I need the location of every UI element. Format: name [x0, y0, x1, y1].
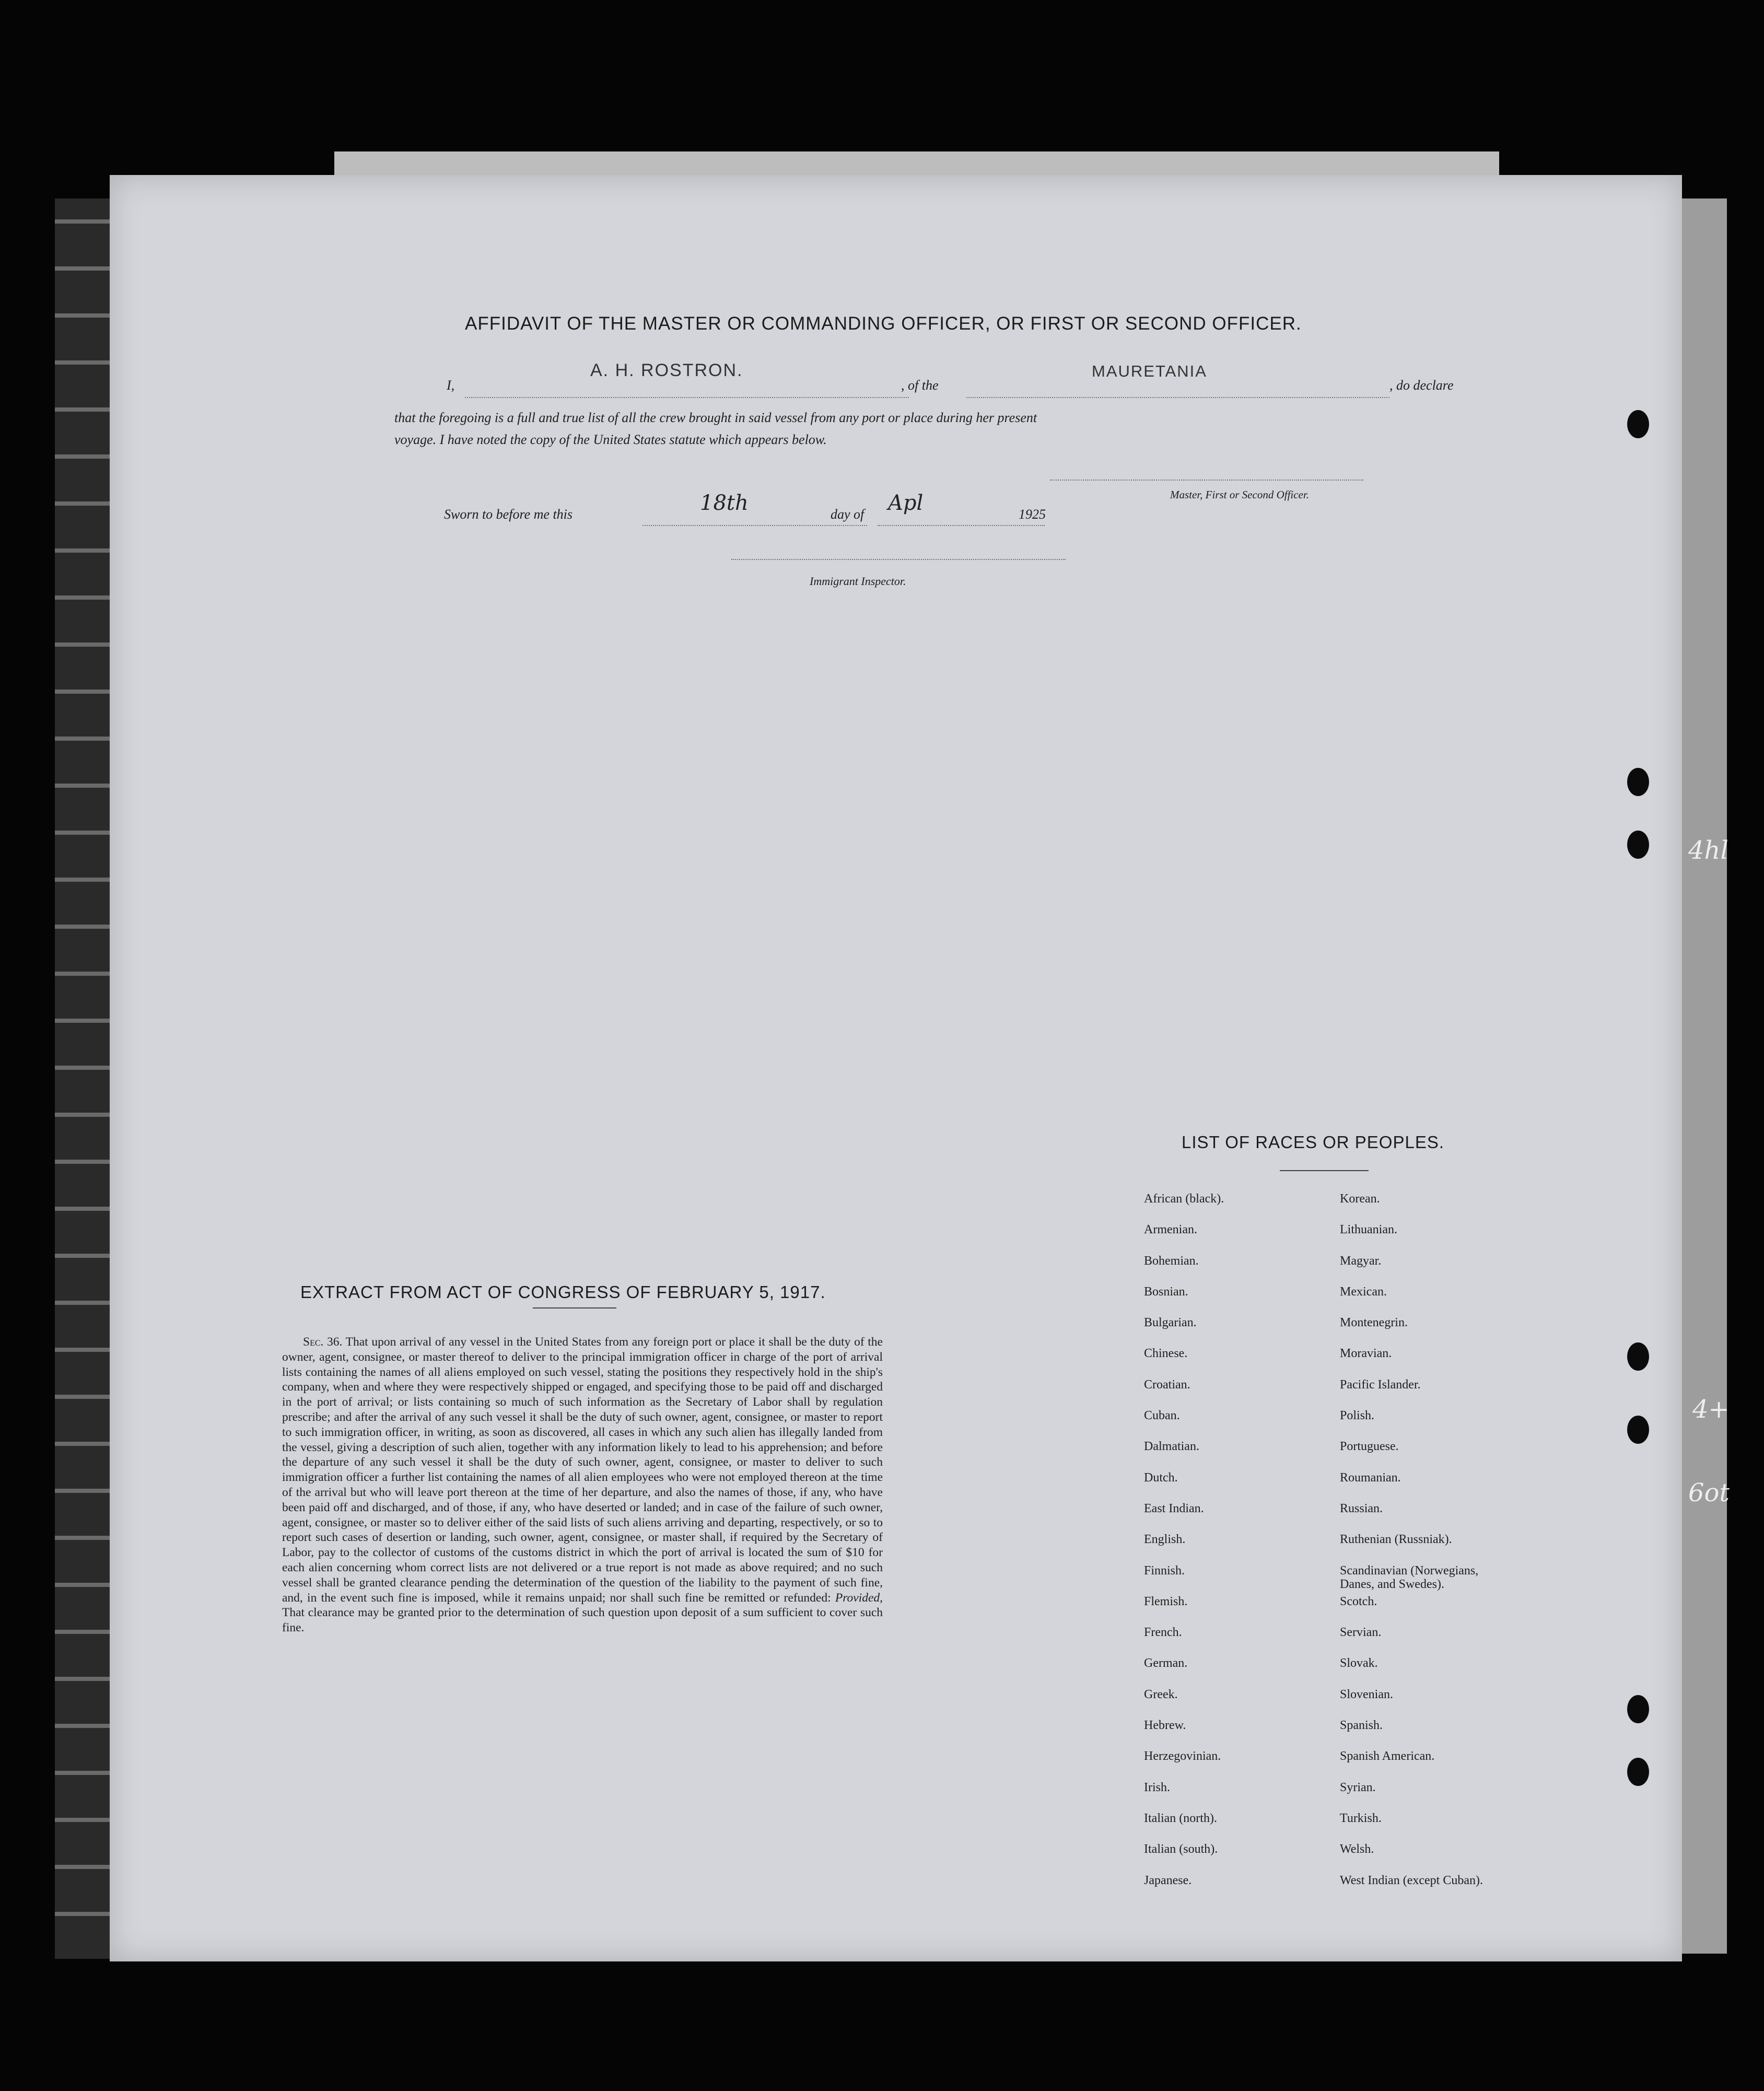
race-item: Servian.	[1340, 1626, 1382, 1640]
race-item: Slovenian.	[1340, 1687, 1393, 1701]
race-item: Magyar.	[1340, 1254, 1382, 1268]
race-item: Moravian.	[1340, 1347, 1392, 1361]
race-item: Herzegovinian.	[1144, 1749, 1221, 1763]
race-item: Bulgarian.	[1144, 1316, 1197, 1330]
race-item: East Indian.	[1144, 1501, 1204, 1515]
race-item: Greek.	[1144, 1687, 1178, 1701]
race-item: Hebrew.	[1144, 1719, 1186, 1733]
race-item: Italian (north).	[1144, 1811, 1217, 1825]
binding-strip	[55, 198, 112, 1959]
master-caption: Master, First or Second Officer.	[1170, 488, 1309, 501]
vessel-name-line	[966, 397, 1389, 398]
race-item: Korean.	[1340, 1192, 1380, 1206]
margin-note: 6ot	[1688, 1478, 1730, 1508]
inspector-signature-line	[731, 559, 1066, 560]
day-of-label: day of	[831, 507, 865, 522]
race-item: Dutch.	[1144, 1470, 1178, 1485]
declaration-line-2: voyage. I have noted the copy of the United States statute which appears below.	[394, 432, 827, 447]
punch-hole	[1627, 1342, 1649, 1371]
races-list-right	[1340, 1192, 1512, 1905]
vessel-name: MAURETANIA	[1092, 362, 1207, 380]
margin-note: 4hl	[1688, 836, 1728, 865]
punch-hole	[1627, 1416, 1649, 1444]
race-item: Mexican.	[1340, 1284, 1387, 1299]
race-item: West Indian (except Cuban).	[1340, 1873, 1483, 1887]
master-signature-line	[1050, 480, 1363, 481]
extract-title: EXTRACT FROM ACT OF CONGRESS OF FEBRUARY 5, 1917.	[300, 1282, 826, 1302]
declaration-line-1: that the foregoing is a full and true list of all the crew brought in said vessel from any port or place during her present	[394, 410, 1037, 425]
do-declare-label: , do declare	[1389, 378, 1454, 393]
punch-hole	[1627, 831, 1649, 859]
race-item: Spanish.	[1340, 1719, 1383, 1733]
affidavit-title: AFFIDAVIT OF THE MASTER OR COMMANDING OFFICER, OR FIRST OR SECOND OFFICER.	[465, 313, 1302, 334]
race-item: Polish.	[1340, 1409, 1375, 1423]
sworn-day-line	[642, 525, 867, 526]
races-title-rule	[1280, 1170, 1369, 1171]
race-item: Scotch.	[1340, 1594, 1377, 1608]
race-item: Irish.	[1144, 1780, 1170, 1794]
race-item: Chinese.	[1144, 1347, 1188, 1361]
margin-note: 4+	[1692, 1395, 1730, 1424]
race-item: Turkish.	[1340, 1811, 1382, 1825]
extract-text-part-1: That upon arrival of any vessel in the United States from any foreign port or place it shall be the duty of the owner, agent, consignee, or master thereof to deliver to the principal immigration officer in charge of the port of arrival lists containing the names of all aliens employed on such vessel, stating the positions they respectively hold in the ship's company, when and where they were respectively shipped or engaged, and specifying those to be paid off and discharged in the port of arrival; or lists containing so much of such information as the Secretary of Labor shall by regulation prescribe; and after the arrival of any such vessel it shall be the duty of such owner, agent, consignee, or master to report to such immigration officer, in writing, as soon as discovered, all cases in which any such alien has illegally landed from the vessel, giving a description of such alien, together with any information likely to lead to his apprehension; and before the departure of any such vessel it shall be the duty of such owner, agent, consignee, or master to deliver to such immigration officer a further list containing the names of all alien employees who were not employed thereon at the time of the arrival but who will leave port thereon at the time of her departure, and also the names of those, if any, who have been paid off and discharged, and of those, if any, who have deserted or landed; and in case of the failure of such owner, agent, consignee, or master so to deliver either of the said lists of such aliens arriving and departing, respectively, or so to report such cases of desertion or landing, such owner, agent, consignee, or master shall, if required by the Secretary of Labor, pay to the collector of customs of the customs district in which the port of arrival is located the sum of $10 for each alien concerning whom correct lists are not delivered or a true report is not made as above required; and no such vessel shall be granted clearance pending the determination of the question of the liability to the payment of such fine, and, in the event such fine is imposed, while it remains unpaid; nor shall such fine be remitted or refunded:	[282, 1335, 883, 1605]
race-item: Italian (south).	[1144, 1842, 1218, 1856]
extract-title-rule	[533, 1307, 616, 1309]
affidavit-i-label: I,	[447, 378, 455, 393]
punch-hole	[1627, 1695, 1649, 1723]
punch-hole	[1627, 410, 1649, 438]
race-item: Spanish American.	[1340, 1749, 1435, 1763]
race-item: African (black).	[1144, 1192, 1224, 1206]
sworn-day: 18th	[700, 491, 749, 515]
punch-hole	[1627, 1758, 1649, 1786]
race-item: Russian.	[1340, 1501, 1383, 1515]
race-item: Cuban.	[1144, 1409, 1180, 1423]
master-name: A. H. ROSTRON.	[590, 360, 743, 380]
sworn-month: Apl	[888, 491, 924, 515]
sworn-label: Sworn to before me this	[444, 507, 573, 522]
race-item: Bohemian.	[1144, 1254, 1199, 1268]
race-item: Bosnian.	[1144, 1284, 1188, 1299]
race-item: Montenegrin.	[1340, 1316, 1408, 1330]
race-item: German.	[1144, 1656, 1188, 1671]
race-item: Portuguese.	[1340, 1440, 1399, 1454]
races-title: LIST OF RACES OR PEOPLES.	[1182, 1132, 1445, 1152]
race-item: Pacific Islander.	[1340, 1377, 1421, 1392]
race-item: Flemish.	[1144, 1594, 1188, 1608]
race-item: Japanese.	[1144, 1873, 1192, 1887]
race-item: Welsh.	[1340, 1842, 1374, 1856]
extract-text-part-2: That clearance may be granted prior to the determination of such question upon deposit of a sum sufficient to cover such fine.	[282, 1606, 883, 1635]
race-item: Croatian.	[1144, 1377, 1190, 1392]
race-item: Lithuanian.	[1340, 1223, 1397, 1237]
race-item: Scandinavian (Norwegians, Danes, and Swedes).	[1340, 1563, 1479, 1591]
sworn-month-line	[878, 525, 1045, 526]
race-item: Finnish.	[1144, 1563, 1185, 1578]
race-item: Syrian.	[1340, 1780, 1376, 1794]
section-label: Sec. 36.	[303, 1335, 343, 1349]
race-item: Slovak.	[1340, 1656, 1378, 1671]
race-item: English.	[1144, 1533, 1186, 1547]
races-list-left	[1144, 1192, 1224, 1905]
extract-body	[282, 1335, 883, 1636]
punch-hole	[1627, 768, 1649, 796]
of-the-label: , of the	[901, 378, 939, 393]
sworn-year: 1925	[1019, 507, 1046, 522]
race-item: Armenian.	[1144, 1223, 1197, 1237]
race-item: Dalmatian.	[1144, 1440, 1199, 1454]
provided-word: Provided,	[835, 1591, 883, 1605]
inspector-caption: Immigrant Inspector.	[810, 575, 906, 588]
master-name-line	[465, 397, 909, 398]
race-item: Roumanian.	[1340, 1470, 1401, 1485]
race-item: French.	[1144, 1626, 1182, 1640]
race-item: Ruthenian (Russniak).	[1340, 1533, 1452, 1547]
